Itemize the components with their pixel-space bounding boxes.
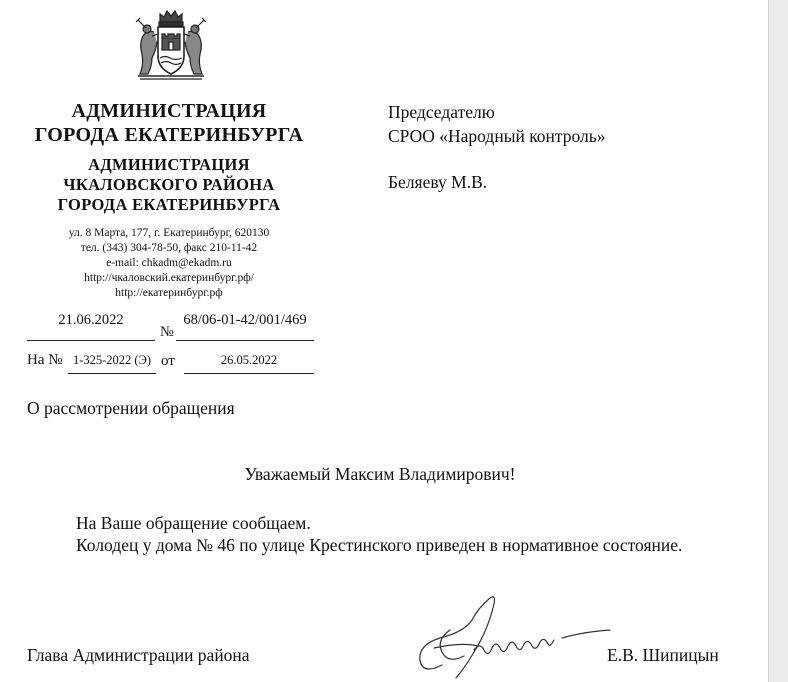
addressee-line3: Беляеву М.В. — [388, 172, 488, 192]
admin-city-line2: ГОРОДА ЕКАТЕРИНБУРГА — [34, 124, 304, 146]
coat-of-arms-icon — [130, 8, 212, 84]
admin-district-line1: АДМИНИСТРАЦИЯ — [88, 155, 250, 174]
contact-email: e-mail: chkadm@ekadm.ru — [106, 257, 232, 269]
ref-number-field — [68, 352, 156, 374]
registration-date-field — [27, 312, 155, 341]
subject: О рассмотрении обращения — [27, 398, 235, 418]
contact-phone: тел. (343) 304-78-50, факс 210-11-42 — [80, 242, 258, 254]
body-paragraph-1: На Ваше обращение сообщаем. — [76, 513, 311, 533]
body-paragraph-2: Колодец у дома № 46 по улице Крестинского приведен в нормативное состояние. — [76, 535, 683, 555]
ref-prefix: На № — [27, 352, 63, 368]
ref-date: 26.05.2022 — [220, 353, 278, 367]
admin-district-line3: ГОРОДА ЕКАТЕРИНБУРГА — [57, 195, 281, 214]
admin-district-line2: ЧКАЛОВСКОГО РАЙОНА — [63, 175, 275, 194]
page-edge-line — [768, 0, 769, 682]
ref-date-field — [184, 352, 314, 374]
registration-number-field — [176, 312, 314, 341]
addressee-line1: Председателю — [388, 102, 495, 122]
number-sign: № — [160, 324, 174, 340]
signature-position: Глава Администрации района — [27, 645, 250, 665]
greeting: Уважаемый Максим Владимирович! — [244, 464, 516, 484]
contact-website-district: http://чкаловский.екатеринбург.рф/ — [84, 272, 254, 284]
page-edge — [769, 0, 788, 682]
contact-website-city: http://екатеринбург.рф — [115, 287, 223, 299]
addressee-line2: СРОО «Народный контроль» — [388, 126, 606, 146]
registration-date: 21.06.2022 — [58, 312, 124, 328]
handwritten-signature-icon — [412, 590, 622, 682]
admin-city-line1: АДМИНИСТРАЦИЯ — [71, 100, 267, 122]
signature-name: Е.В. Шипицын — [607, 645, 719, 665]
ref-from: от — [161, 353, 175, 369]
ref-number: 1-325-2022 (Э) — [72, 353, 152, 367]
registration-number: 68/06-01-42/001/469 — [183, 312, 307, 328]
contact-address: ул. 8 Марта, 177, г. Екатеринбург, 620130 — [68, 227, 270, 239]
